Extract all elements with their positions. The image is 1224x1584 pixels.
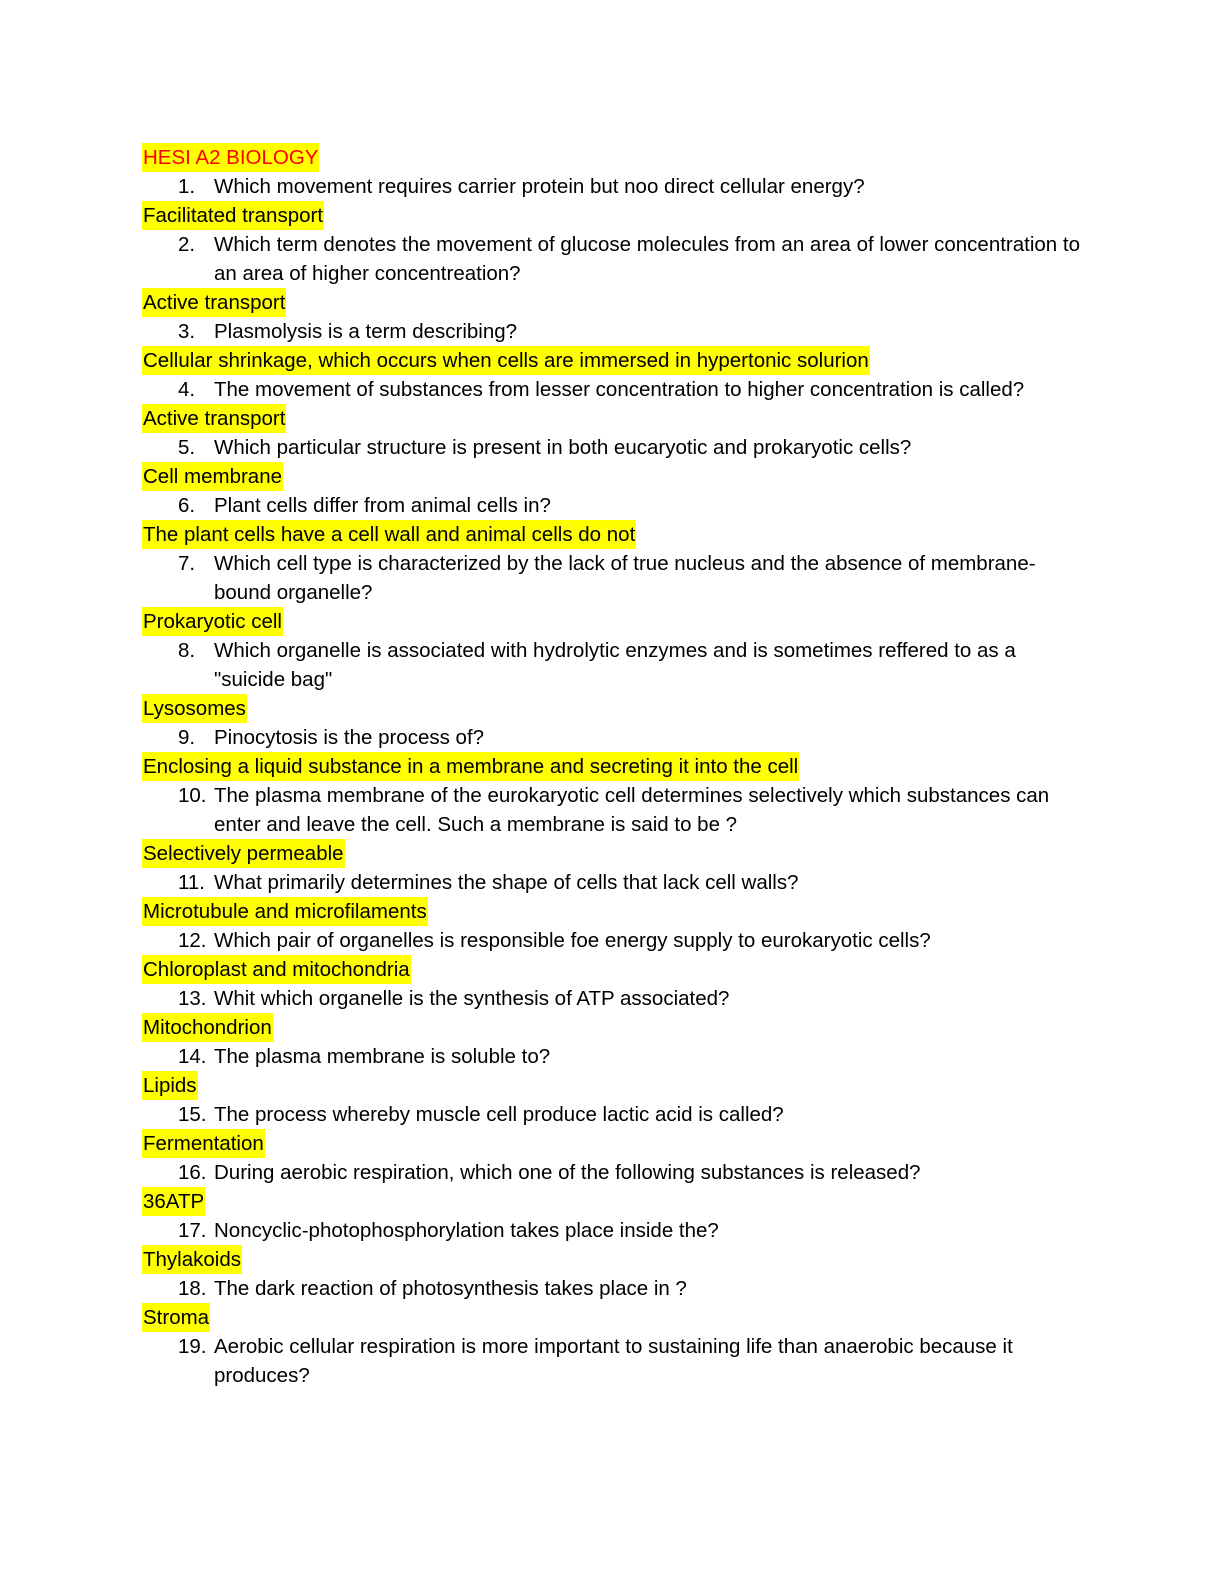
question xyxy=(142,636,1082,694)
question-text: Plant cells differ from animal cells in? xyxy=(214,494,551,517)
question-text: Aerobic cellular respiration is more important to sustaining life than anaerobic because it produces? xyxy=(214,1335,1013,1387)
answer-highlight: Enclosing a liquid substance in a membrane and secreting it into the cell xyxy=(142,752,799,781)
answer-highlight: Lipids xyxy=(142,1071,198,1100)
question-number: 8. xyxy=(178,639,196,662)
answer-highlight: Cellular shrinkage, which occurs when cells are immersed in hypertonic solurion xyxy=(142,346,870,375)
qa-item xyxy=(142,317,1082,375)
answer-highlight: Stroma xyxy=(142,1303,210,1332)
qa-item xyxy=(142,723,1082,781)
question-text: Which organelle is associated with hydrolytic enzymes and is sometimes reffered to as a "suicide bag" xyxy=(214,639,1016,691)
question-number: 9. xyxy=(178,726,196,749)
question xyxy=(142,317,1082,346)
question-text: Which term denotes the movement of glucose molecules from an area of lower concentration to an area of higher concentreation? xyxy=(214,233,1080,285)
question-number: 15. xyxy=(178,1103,207,1126)
qa-item xyxy=(142,172,1082,230)
question-text: Which cell type is characterized by the lack of true nucleus and the absence of membrane-bound organelle? xyxy=(214,552,1036,604)
question-number: 7. xyxy=(178,552,196,575)
question xyxy=(142,375,1082,404)
qa-item xyxy=(142,1332,1082,1390)
question-number: 17. xyxy=(178,1219,207,1242)
question xyxy=(142,1332,1082,1390)
question xyxy=(142,491,1082,520)
answer-highlight: The plant cells have a cell wall and animal cells do not xyxy=(142,520,636,549)
question xyxy=(142,868,1082,897)
qa-item xyxy=(142,1216,1082,1274)
question-text: Pinocytosis is the process of? xyxy=(214,726,485,749)
question-number: 5. xyxy=(178,436,196,459)
answer-highlight: 36ATP xyxy=(142,1187,205,1216)
question-text: During aerobic respiration, which one of the following substances is released? xyxy=(214,1161,921,1184)
qa-item xyxy=(142,636,1082,723)
question-number: 4. xyxy=(178,378,196,401)
question-text: Noncyclic-photophosphorylation takes place inside the? xyxy=(214,1219,719,1242)
question-number: 19. xyxy=(178,1335,207,1358)
question-number: 1. xyxy=(178,175,196,198)
answer-highlight: Thylakoids xyxy=(142,1245,242,1274)
qa-item xyxy=(142,1158,1082,1216)
question-number: 12. xyxy=(178,929,207,952)
question-number: 14. xyxy=(178,1045,207,1068)
qa-item xyxy=(142,230,1082,317)
question xyxy=(142,926,1082,955)
question-number: 13. xyxy=(178,987,207,1010)
answer-highlight: Active transport xyxy=(142,288,286,317)
qa-item xyxy=(142,1274,1082,1332)
qa-item xyxy=(142,984,1082,1042)
question xyxy=(142,781,1082,839)
answer-highlight: Facilitated transport xyxy=(142,201,324,230)
qa-item xyxy=(142,868,1082,926)
answer-highlight: Prokaryotic cell xyxy=(142,607,283,636)
question xyxy=(142,723,1082,752)
question xyxy=(142,1100,1082,1129)
question-number: 16. xyxy=(178,1161,207,1184)
question-text: The plasma membrane of the eurokaryotic cell determines selectively which substances can enter and leave the cell. Such a membrane is said to be ? xyxy=(214,784,1050,836)
question xyxy=(142,1042,1082,1071)
document-page xyxy=(142,143,1082,1390)
question xyxy=(142,549,1082,607)
answer-highlight: Chloroplast and mitochondria xyxy=(142,955,411,984)
question-text: The dark reaction of photosynthesis takes place in ? xyxy=(214,1277,687,1300)
question xyxy=(142,172,1082,201)
question-text: The process whereby muscle cell produce lactic acid is called? xyxy=(214,1103,784,1126)
question xyxy=(142,1158,1082,1187)
qa-item xyxy=(142,433,1082,491)
qa-item xyxy=(142,781,1082,868)
answer-highlight: Mitochondrion xyxy=(142,1013,273,1042)
question xyxy=(142,984,1082,1013)
question-number: 11. xyxy=(178,871,205,894)
question-text: Which pair of organelles is responsible foe energy supply to eurokaryotic cells? xyxy=(214,929,931,952)
question xyxy=(142,230,1082,288)
qa-item xyxy=(142,1100,1082,1158)
answer-highlight: Fermentation xyxy=(142,1129,265,1158)
qa-item xyxy=(142,549,1082,636)
question-text: The plasma membrane is soluble to? xyxy=(214,1045,551,1068)
question xyxy=(142,1274,1082,1303)
answer-highlight: Selectively permeable xyxy=(142,839,345,868)
answer-highlight: Active transport xyxy=(142,404,286,433)
question-number: 10. xyxy=(178,784,207,807)
document-title: HESI A2 BIOLOGY xyxy=(142,143,319,172)
question xyxy=(142,1216,1082,1245)
question-number: 2. xyxy=(178,233,196,256)
question-text: Whit which organelle is the synthesis of ATP associated? xyxy=(214,987,730,1010)
qa-item xyxy=(142,375,1082,433)
question xyxy=(142,433,1082,462)
qa-item xyxy=(142,926,1082,984)
question-text: The movement of substances from lesser concentration to higher concentration is called? xyxy=(214,378,1025,401)
question-text: Which particular structure is present in both eucaryotic and prokaryotic cells? xyxy=(214,436,912,459)
question-text: Plasmolysis is a term describing? xyxy=(214,320,518,343)
question-number: 3. xyxy=(178,320,196,343)
title-row xyxy=(142,143,1082,172)
answer-highlight: Microtubule and microfilaments xyxy=(142,897,428,926)
question-text: What primarily determines the shape of cells that lack cell walls? xyxy=(214,871,799,894)
qa-item xyxy=(142,1042,1082,1100)
answer-highlight: Lysosomes xyxy=(142,694,247,723)
question-text: Which movement requires carrier protein but noo direct cellular energy? xyxy=(214,175,865,198)
question-number: 6. xyxy=(178,494,196,517)
answer-highlight: Cell membrane xyxy=(142,462,283,491)
qa-item xyxy=(142,491,1082,549)
question-number: 18. xyxy=(178,1277,207,1300)
